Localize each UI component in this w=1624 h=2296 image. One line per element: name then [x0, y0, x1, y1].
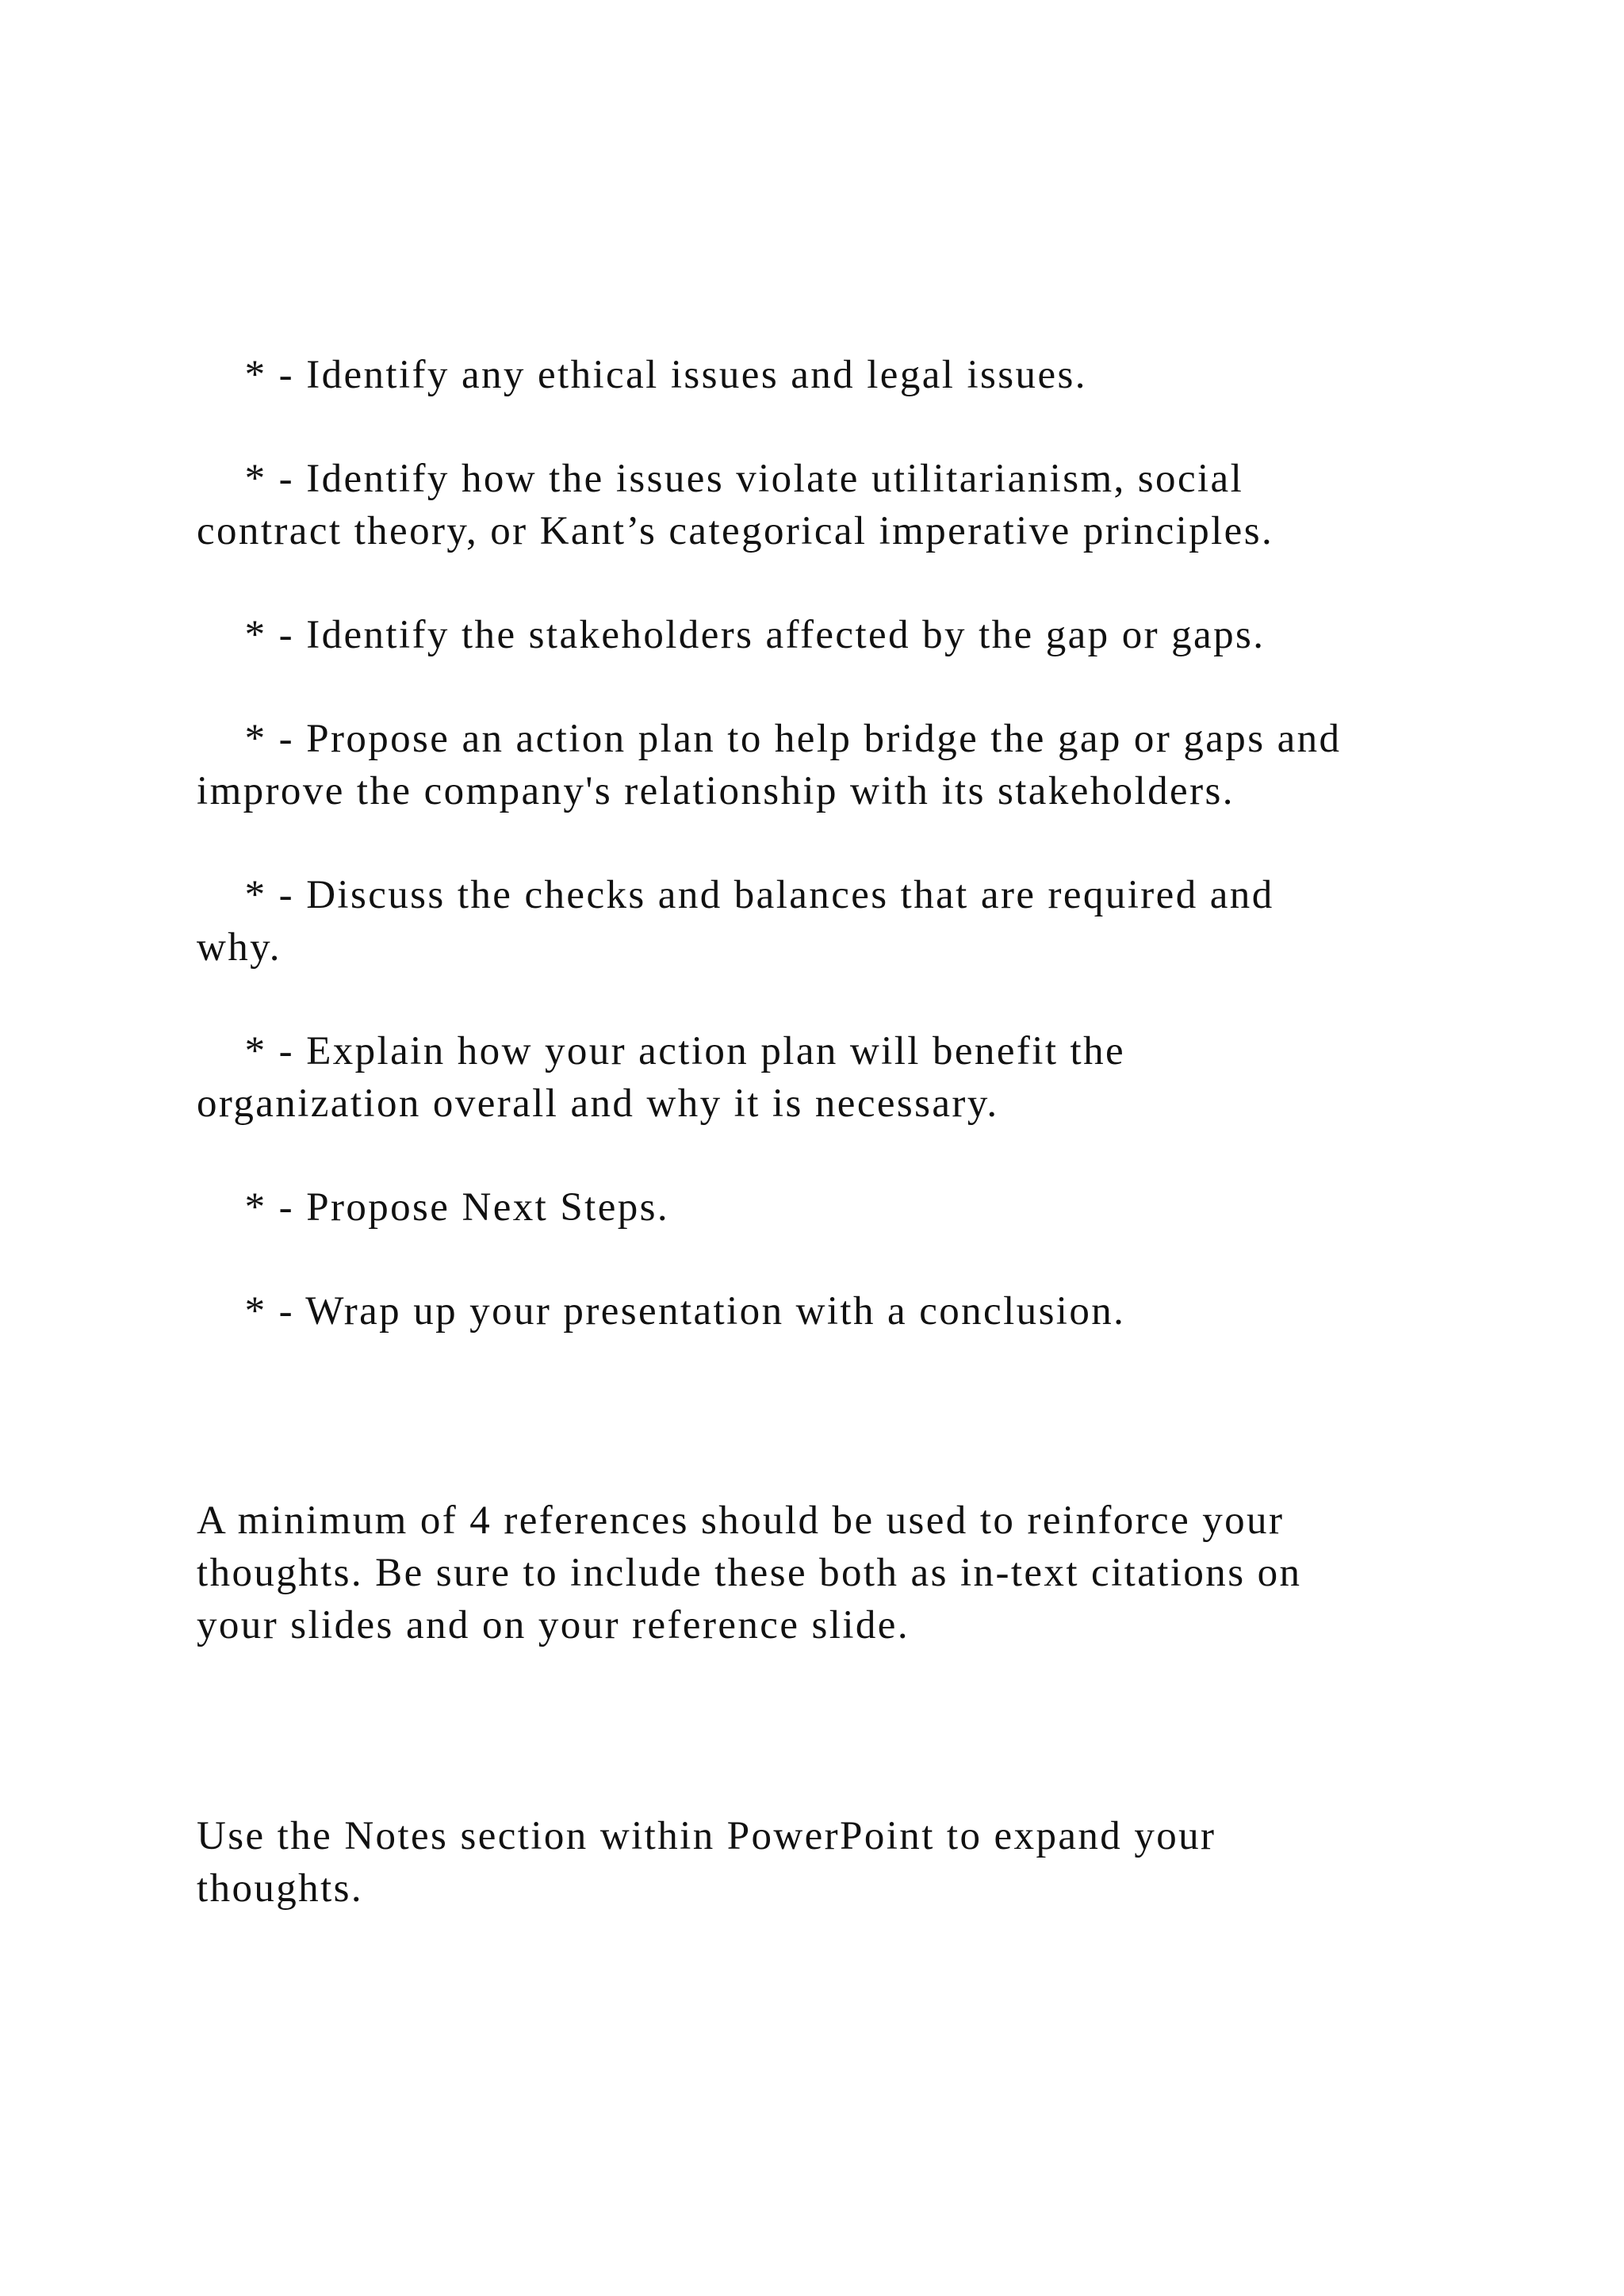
list-item-action-plan: * - Propose an action plan to help bridge the gap or gaps and improve the company's relationship with its stakeholders. [197, 717, 1342, 813]
references-paragraph: A minimum of 4 references should be used to reinforce your thoughts. Be sure to include these both as in-text citations on your slides and on your reference slide. [197, 1498, 1302, 1647]
list-item-ethical-theories: * - Identify how the issues violate utilitarianism, social contract theory, or Kant’s categorical imperative principles. [197, 457, 1274, 553]
list-item-ethical-legal-issues: * - Identify any ethical issues and legal issues. [197, 353, 1087, 397]
list-item-conclusion: * - Wrap up your presentation with a conclusion. [197, 1289, 1126, 1334]
list-item-next-steps: * - Propose Next Steps. [197, 1185, 670, 1230]
list-item-benefits: * - Explain how your action plan will benefit the organization overall and why it is necessary. [197, 1029, 1126, 1126]
list-item-stakeholders: * - Identify the stakeholders affected by the gap or gaps. [197, 613, 1266, 657]
notes-paragraph: Use the Notes section within PowerPoint to expand your thoughts. [197, 1814, 1216, 1911]
list-item-checks-balances: * - Discuss the checks and balances that are required and why. [197, 873, 1274, 970]
document-body [197, 349, 1497, 1915]
